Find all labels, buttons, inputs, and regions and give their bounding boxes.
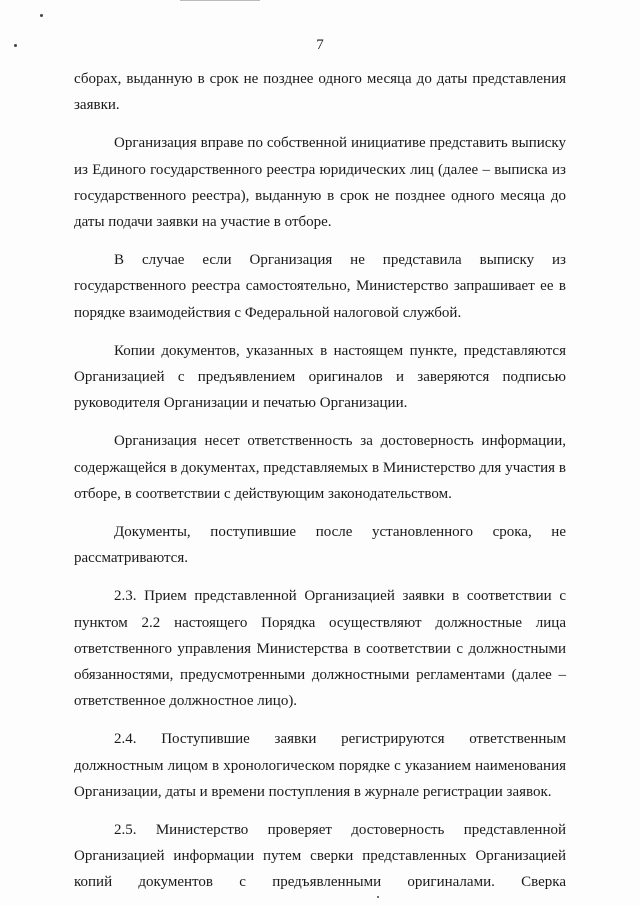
scan-speck — [40, 14, 43, 17]
paragraph: сборах, выданную в срок не позднее одного месяца до даты представления заявки. — [74, 71, 566, 114]
paragraph: 2.4. Поступившие заявки регистрируются ответственным должностным лицом в хронологическом порядке с указанием наименования Организации, даты и времени поступления в журнале регистрации заявок. — [74, 731, 566, 800]
page-number: 7 — [316, 37, 324, 53]
paragraph: 2.5. Министерство проверяет достоверность представленной Организацией информации путем сверки представленных Организацией копий документов с предъявленными оригиналами. Сверка — [74, 822, 566, 891]
paragraph: Документы, поступившие после установленного срока, не рассматриваются. — [74, 524, 566, 567]
paragraph: Организация вправе по собственной инициативе представить выписку из Единого государственного реестра юридических лиц (далее – выписка из государственного реестра), выданную в срок не позднее одного месяца до даты подачи заявки на участие в отборе. — [74, 135, 566, 231]
document-body — [74, 66, 566, 896]
scan-edge-mark — [180, 0, 260, 1]
scan-speck — [377, 896, 379, 898]
paragraph: 2.3. Прием представленной Организацией заявки в соответствии с пунктом 2.2 настоящего Порядка осуществляют должностные лица ответственного управления Министерства в соответствии с должностными обязанностями, предусмотренными должностными регламентами (далее – ответственное должностное лицо). — [74, 588, 566, 710]
paragraph: Копии документов, указанных в настоящем пункте, представляются Организацией с предъявлением оригиналов и заверяются подписью руководителя Организации и печатью Организации. — [74, 342, 566, 412]
paragraph: В случае если Организация не представила выписку из государственного реестра самостоятельно, Министерство запрашивает ее в порядке взаимодействия с Федеральной налоговой службой. — [74, 252, 566, 321]
paragraph: Организация несет ответственность за достоверность информации, содержащейся в документах, представляемых в Министерство для участия в отборе, в соответствии с действующим законодательством. — [74, 433, 566, 502]
